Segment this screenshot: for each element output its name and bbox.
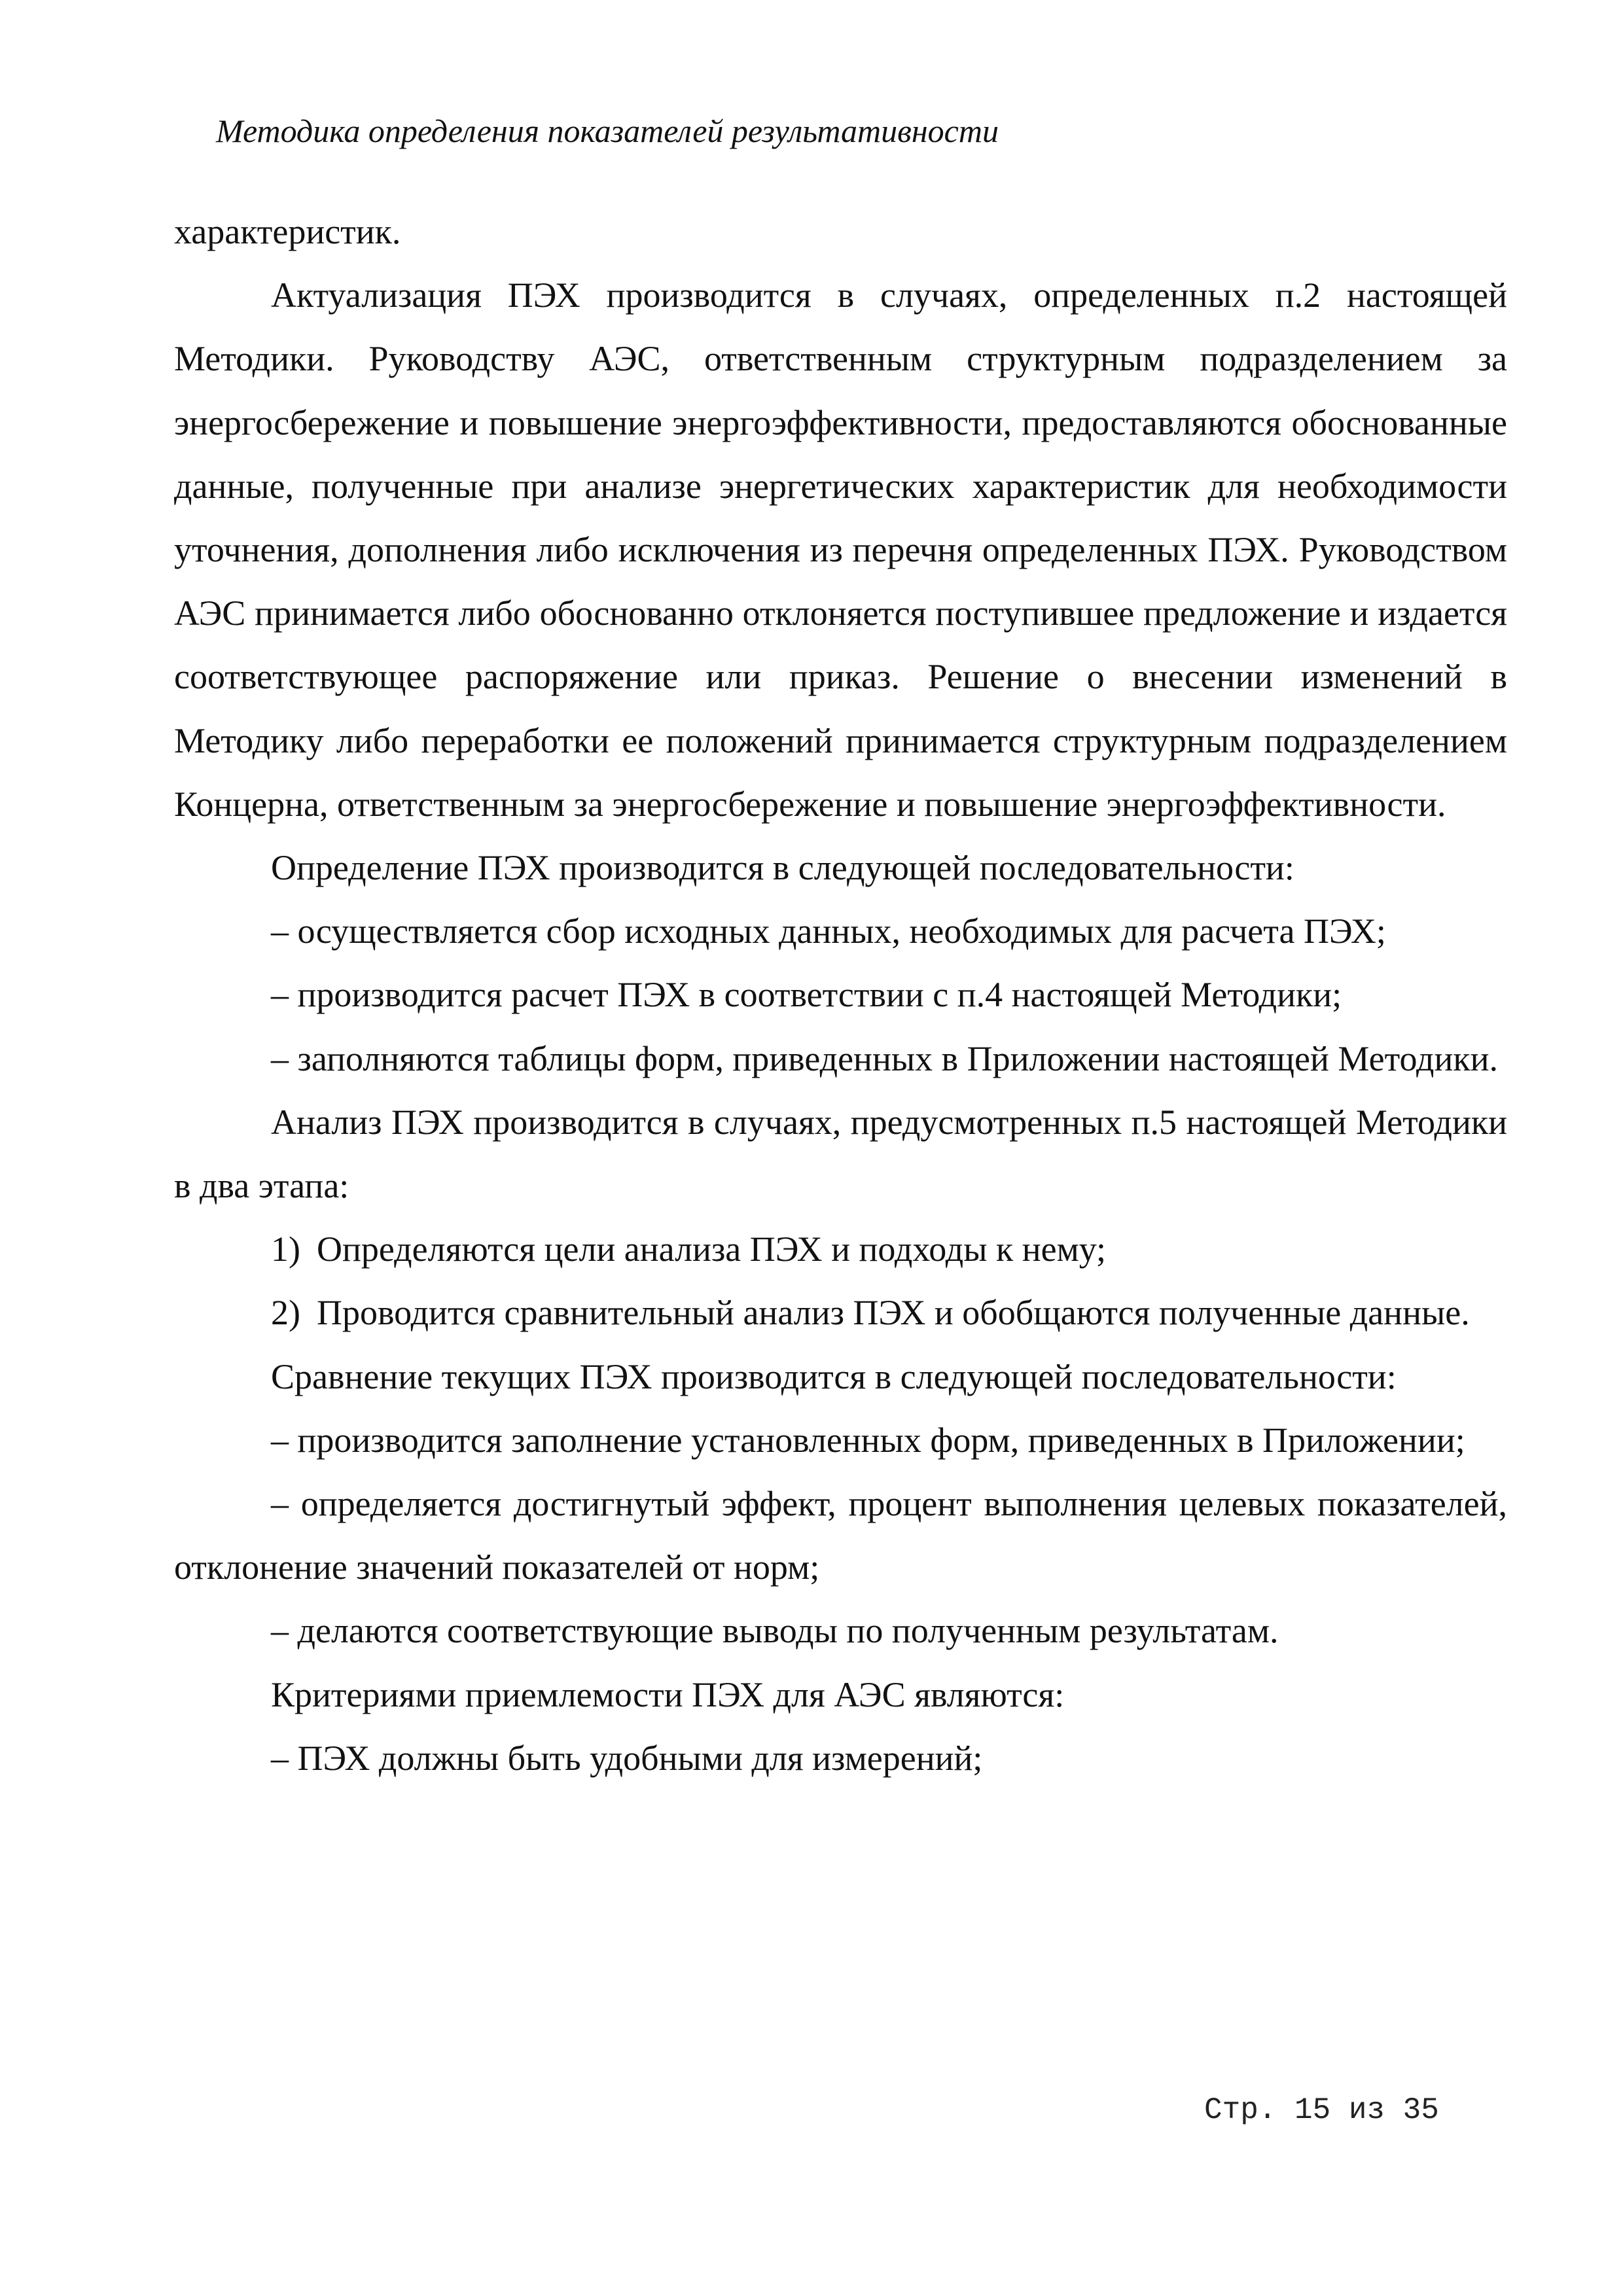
paragraph-definition-intro: Определение ПЭХ производится в следующей последовательности: bbox=[271, 848, 1294, 888]
paragraph-actualization: Актуализация ПЭХ производится в случаях, определенных п.2 настоящей Методики. Руководству АЭС, ответственным структурным подразделением за энергосбережение и повышение энергоэффективности, предоставляются обоснованные данные, полученные при анализе энергетических характеристик для необходимости уточнения, дополнения либо исключения из перечня определенных ПЭХ. Руководством АЭС принимается либо обоснованно отклоняется поступившее предложение и издается соответствующее распоряжение или приказ. Решение о внесении изменений в Методику либо переработки ее положений принимается структурным подразделением Концерна, ответственным за энергосбережение и повышение энергоэффективности. bbox=[174, 275, 1507, 824]
paragraph-continuation: характеристик. bbox=[174, 212, 401, 251]
list-item-dash: – ПЭХ должны быть удобными для измерений; bbox=[271, 1738, 983, 1778]
list-text: Проводится сравнительный анализ ПЭХ и обобщаются полученные данные. bbox=[317, 1293, 1470, 1333]
page-number: Стр. 15 из 35 bbox=[1204, 2093, 1439, 2127]
list-item-dash: – делаются соответствующие выводы по полученным результатам. bbox=[271, 1611, 1279, 1651]
numbered-list-item bbox=[174, 1218, 1507, 1281]
list-item-dash: – производится заполнение установленных форм, приведенных в Приложении; bbox=[271, 1420, 1465, 1460]
list-item-dash: – определяется достигнутый эффект, процент выполнения целевых показателей, отклонение значений показателей от норм; bbox=[174, 1484, 1507, 1587]
document-header-title: Методика определения показателей результативности bbox=[216, 113, 999, 149]
numbered-list-item bbox=[174, 1281, 1507, 1345]
list-item-dash: – производится расчет ПЭХ в соответствии с п.4 настоящей Методики; bbox=[271, 975, 1342, 1015]
list-number: 2) bbox=[271, 1293, 300, 1333]
list-text: Определяются цели анализа ПЭХ и подходы к нему; bbox=[317, 1229, 1107, 1269]
list-item-dash: – осуществляется сбор исходных данных, необходимых для расчета ПЭХ; bbox=[271, 911, 1386, 951]
paragraph-criteria-intro: Критериями приемлемости ПЭХ для АЭС являются: bbox=[271, 1674, 1065, 1714]
paragraph-analysis-intro: Анализ ПЭХ производится в случаях, предусмотренных п.5 настоящей Методики в два этапа: bbox=[174, 1102, 1507, 1206]
list-item-dash: – заполняются таблицы форм, приведенных в Приложении настоящей Методики. bbox=[271, 1038, 1498, 1078]
document-body bbox=[174, 200, 1507, 1790]
paragraph-comparison-intro: Сравнение текущих ПЭХ производится в следующей последовательности: bbox=[271, 1356, 1397, 1396]
list-number: 1) bbox=[271, 1229, 300, 1269]
